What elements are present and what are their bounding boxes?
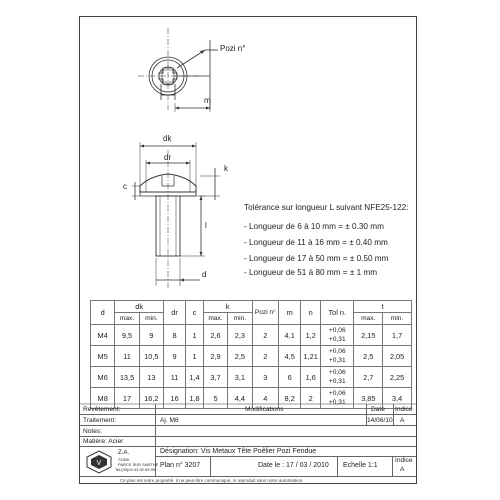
cell-n: 2 xyxy=(301,388,321,409)
tolerance-line-4: - Longueur de 51 à 80 mm = ± 1 mm xyxy=(244,268,378,277)
cell-k-max: 2,9 xyxy=(203,346,227,367)
dk-label: dk xyxy=(163,134,172,143)
cell-m: 8,2 xyxy=(279,388,301,409)
cell-dk-max: 9,5 xyxy=(115,325,139,346)
cell-tol-upper: +0,06 xyxy=(328,369,346,376)
col-d: d xyxy=(91,301,115,325)
tolerance-line-1: - Longueur de 6 à 10 mm = ± 0.30 mm xyxy=(244,222,384,231)
table-row xyxy=(91,325,412,346)
cell-pozi: 2 xyxy=(252,325,279,346)
cell-n: 1,21 xyxy=(301,346,321,367)
cell-d: M4 xyxy=(91,325,115,346)
cell-tol xyxy=(321,367,354,388)
cell-tol-upper: +0,06 xyxy=(328,348,346,355)
traitement-label: Traitement: xyxy=(83,417,117,424)
d-label: d xyxy=(202,270,207,279)
cell-k-min: 3,1 xyxy=(228,367,252,388)
k-label: k xyxy=(224,164,228,173)
company-logo xyxy=(86,450,112,474)
logo-name: Z.A. xyxy=(118,450,130,456)
matiere-label: Matière: Acier xyxy=(83,438,124,445)
cell-c: 1,8 xyxy=(186,388,204,409)
cell-m: 4,5 xyxy=(279,346,301,367)
cell-pozi: 4 xyxy=(252,388,279,409)
cell-k-max: 2,6 xyxy=(203,325,227,346)
modifications-header: Modifications xyxy=(245,406,284,413)
modification-indice: A xyxy=(400,417,405,424)
cell-t-max: 2,15 xyxy=(354,325,383,346)
tolerance-line-2: - Longueur de 11 à 16 mm = ± 0.40 mm xyxy=(244,238,388,247)
dimensions-table xyxy=(90,300,412,409)
cell-tol-lower: +0,31 xyxy=(328,357,346,364)
k-max-header: max. xyxy=(203,313,227,325)
cell-t-min: 1,7 xyxy=(383,325,412,346)
cell-tol xyxy=(321,325,354,346)
cell-pozi: 2 xyxy=(252,346,279,367)
cell-c: 1 xyxy=(186,346,204,367)
cell-t-max: 2,5 xyxy=(354,346,383,367)
cell-tol-lower: +0,31 xyxy=(328,378,346,385)
cell-dr: 9 xyxy=(164,346,186,367)
t-max-header: max. xyxy=(354,313,383,325)
cell-tol-lower: +0,31 xyxy=(328,336,346,343)
col-tol: Tol n. xyxy=(321,301,354,325)
svg-text:V: V xyxy=(96,460,102,467)
cell-k-min: 2,5 xyxy=(228,346,252,367)
c-label: c xyxy=(123,182,127,191)
dk-max-header: max. xyxy=(115,313,139,325)
pozi-label: Pozi n° xyxy=(220,44,246,53)
modification-date: 14/06/10 xyxy=(367,417,393,424)
table-subheader-row xyxy=(91,313,412,325)
cell-m: 6 xyxy=(279,367,301,388)
cell-n: 1,6 xyxy=(301,367,321,388)
cell-t-min: 2,25 xyxy=(383,367,412,388)
cell-t-min: 3,4 xyxy=(383,388,412,409)
dr-label: dr xyxy=(164,153,172,162)
notes-label: Notes: xyxy=(83,428,103,435)
designation: Désignation: Vis Metaux Tête Poêlier Pozi Fendue xyxy=(160,448,317,455)
logo-address-2: PARCE SUR SARTHE xyxy=(118,462,159,467)
k-min-header: min. xyxy=(228,313,252,325)
cell-tol xyxy=(321,346,354,367)
revetement-label: Revêtement: xyxy=(83,406,121,413)
cell-m: 4,1 xyxy=(279,325,301,346)
dk-min-header: min. xyxy=(139,313,163,325)
date-header: Date xyxy=(371,406,385,413)
cell-dr: 16 xyxy=(164,388,186,409)
cell-pozi: 3 xyxy=(252,367,279,388)
col-m: m xyxy=(279,301,301,325)
cell-c: 1 xyxy=(186,325,204,346)
logo-address-1: 72300 xyxy=(118,457,130,462)
scale: Echelle 1:1 xyxy=(343,462,378,469)
col-c: c xyxy=(186,301,204,325)
plan-date: Date le : 17 / 03 / 2010 xyxy=(258,462,329,469)
cell-t-max: 2,7 xyxy=(354,367,383,388)
indice-header-2: Indice xyxy=(395,457,413,464)
cell-k-max: 3,7 xyxy=(203,367,227,388)
cell-tol-upper: +0,06 xyxy=(328,390,346,397)
col-k: k xyxy=(203,301,252,313)
m-label: m xyxy=(204,96,211,105)
cell-dr: 8 xyxy=(164,325,186,346)
table-row xyxy=(91,346,412,367)
cell-k-min: 2,3 xyxy=(228,325,252,346)
col-dk: dk xyxy=(115,301,164,313)
logo-address-3: Tel:(33)02.43.92.09.09 xyxy=(115,467,156,472)
indice-value-2: A xyxy=(400,466,405,473)
cell-d: M5 xyxy=(91,346,115,367)
col-pozi: Pozi n° xyxy=(252,301,279,325)
cell-t-max: 3,85 xyxy=(354,388,383,409)
l-label: l xyxy=(205,221,207,230)
cell-t-min: 2,05 xyxy=(383,346,412,367)
tolerance-line-3: - Longueur de 17 à 50 mm = ± 0.50 mm xyxy=(244,254,389,263)
cell-k-min: 4,4 xyxy=(228,388,252,409)
cell-d: M6 xyxy=(91,367,115,388)
cell-tol xyxy=(321,388,354,409)
tolerance-title: Tolérance sur longueur L suivant NFE25-122: xyxy=(244,203,409,212)
cell-dk-max: 17 xyxy=(115,388,139,409)
cell-dk-max: 11 xyxy=(115,346,139,367)
cell-d: M8 xyxy=(91,388,115,409)
t-min-header: min. xyxy=(383,313,412,325)
side-view xyxy=(132,142,220,288)
col-t: t xyxy=(354,301,412,313)
cell-dr: 11 xyxy=(164,367,186,388)
cell-tol-lower: +0,31 xyxy=(328,399,346,406)
col-dr: dr xyxy=(164,301,186,325)
cell-c: 1,4 xyxy=(186,367,204,388)
copyright-footer: Ce plan est notre propriété. Il ne peut être communiqué, ni reproduit sans notre autorisation. xyxy=(120,478,304,483)
cell-dk-max: 13,5 xyxy=(115,367,139,388)
cell-dk-min: 13 xyxy=(139,367,163,388)
plan-number: Plan n° 3207 xyxy=(160,462,201,469)
cell-tol-upper: +0,06 xyxy=(328,327,346,334)
cell-dk-min: 9 xyxy=(139,325,163,346)
cell-n: 1,2 xyxy=(301,325,321,346)
indice-header: Indice xyxy=(395,406,413,413)
col-n: n xyxy=(301,301,321,325)
cell-k-max: 5 xyxy=(203,388,227,409)
modification-value: Aj. M8 xyxy=(160,417,179,424)
cell-dk-min: 10,5 xyxy=(139,346,163,367)
table-row xyxy=(91,367,412,388)
table-header-row xyxy=(91,301,412,313)
cell-dk-min: 16,2 xyxy=(139,388,163,409)
